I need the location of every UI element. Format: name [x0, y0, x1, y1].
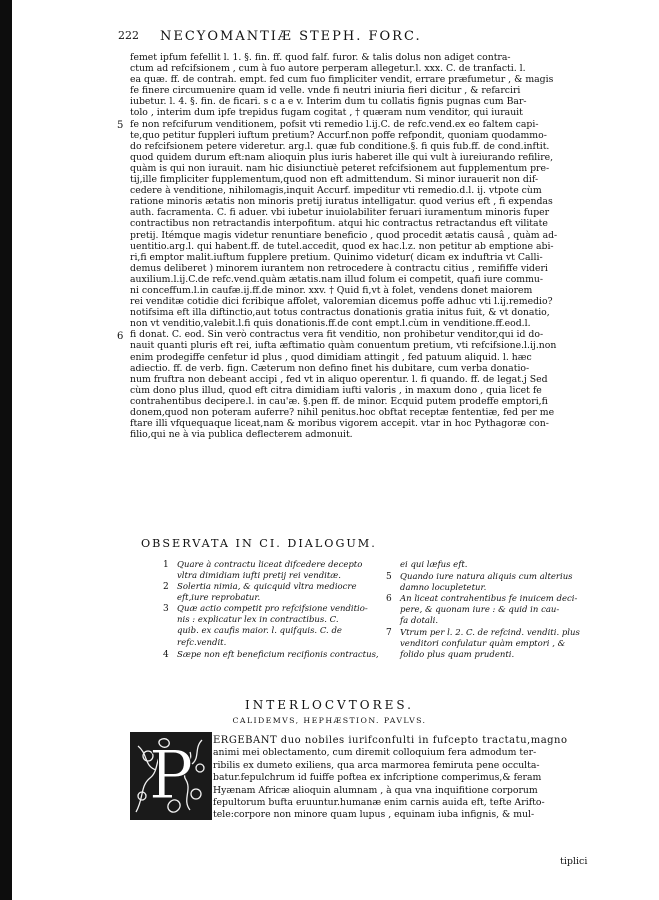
observation-text: vltra dimidiam iufti pretij rei venditæ.	[177, 571, 341, 582]
observation-number: 2	[163, 582, 169, 592]
text-line: num fruftra non debeant accipi , fed vt in aliquo operentur. l. fi quando. ff. de legat.j Sed	[130, 373, 548, 385]
text-line: fi donat. C. eod. Sin verò contractus vera fit venditio, non prohibetur venditor,qui id do-	[130, 329, 544, 341]
text-line: fe non refcifurum venditionem, pofsit vti remedio l.ij.C. de refc.vend.ex eo faltem capi-	[130, 118, 539, 130]
observation-text: folido plus quam prudenti.	[400, 650, 515, 661]
text-line: demus deliberet ) minorem iurantem non retrocedere à contractu citius , remififfe videri	[130, 262, 548, 274]
text-line: ri,fi emptor malit.iuftum fupplere pretium. Quinimo videtur( dicam ex induftria vt Calli-	[130, 251, 543, 263]
text-line: ea quæ. ff. de contrah. empt. fed cum fuo fimpliciter vendit, errare præfumetur , & magis	[130, 74, 554, 86]
observation-text: pere, & quonam iure : & quid in cau-	[400, 605, 560, 616]
text-line: ctum ad refcifsionem , cum à fuo autore perperam allegetur.l. xxx. C. de tranfacti. l.	[130, 63, 526, 75]
observation-item	[163, 650, 392, 661]
text-line: tele:corpore non minore quam lupus , equinam iuba infignis, & mul-	[213, 809, 535, 821]
observation-text: Quare à contractu liceat difcedere decepto	[177, 560, 363, 570]
observation-number: 4	[163, 650, 169, 660]
text-line: te,quo petitur fuppleri iuftum pretium? Accurf.non poffe refpondit, quoniam quodammo-	[130, 129, 547, 141]
observation-text: Quando iure natura aliquis cum alterius	[400, 572, 573, 582]
text-line: cedere à venditione, nihilomagis,inquit Accurf. impeditur vti remedio.d.l. ij. vtpote cùm	[130, 185, 542, 197]
observation-item	[386, 594, 615, 628]
observation-text: refc.vendit.	[177, 637, 227, 648]
observation-text: fa dotali.	[400, 616, 439, 627]
observation-number: 6	[386, 594, 392, 604]
observation-text: quib. ex caufis maior. l. quifquis. C. de	[177, 626, 342, 637]
text-line: enim prodegiffe cenfetur id plus , quod dimidiam attingit , fed patuum aliquid. l. hæc	[130, 351, 532, 363]
text-line: ERGEBANT duo nobiles iurifconfulti in fufcepto tractatu,magno	[213, 735, 568, 746]
page-header	[118, 29, 588, 47]
text-line: donem,quod non poteram auferre? nihil penitus.hoc obftat receptæ fententiæ, fed per me	[130, 407, 555, 418]
margin-number: 6	[117, 331, 124, 342]
text-line: batur.fepulchrum id fuiffe poftea ex infcriptione comperimus,& feram	[213, 772, 542, 784]
observation-number: 1	[163, 560, 169, 570]
observation-number: 5	[386, 572, 392, 582]
body-text	[130, 52, 590, 440]
running-head: NECYOMANTIÆ STEPH. FORC.	[160, 29, 422, 44]
text-line: rei venditæ cotidie dici fcribique affolet, valoremian dicemus poffe adhuc vti l.ij.remedio?	[130, 296, 553, 308]
observation-number: 7	[386, 628, 392, 638]
text-line: fepultorum bufta eruuntur.humanæ enim carnis auida eft, tefte Arifto-	[213, 797, 545, 809]
text-line: quàm is qui non iurauit. nam hic disiunctiuè peteret refcifsionem aut fupplementum pre-	[130, 162, 550, 174]
text-line: tij,ille fimpliciter fupplementum,quod non eft admittendum. Si minor iurauerit non dif-	[130, 174, 539, 186]
observation-text: venditori confulatur quàm emptori , &	[400, 639, 566, 650]
text-line: ni conceffum.l.in caufæ.ij.ff.de minor. xxv. † Quid fi,vt à folet, vendens donet maiorem	[130, 284, 533, 296]
text-line: nauit quanti pluris eft rei, iufta æftimatio quàm conuentum pretium, vti refcifsione.l.ij.non	[130, 340, 557, 352]
observata-title: OBSERVATA IN CI. DIALOGUM.	[141, 537, 377, 550]
text-line: cùm dono plus illud, quod eft citra dimidiam iufti valoris , in maxum dono , quia licet fe	[130, 384, 542, 396]
dropcap-letter: P	[148, 737, 194, 814]
observation-text: Sæpe non eft beneficium recifionis contractus,	[177, 650, 379, 660]
observation-text: eft,iure reprobatur.	[177, 593, 261, 604]
page-number: 222	[118, 29, 139, 42]
observation-text: Solertia nimia, & quicquid vltra mediocre	[177, 582, 357, 592]
observation-item	[163, 582, 392, 604]
text-line: filio,qui ne à via publica deflecterem admonuit.	[130, 429, 353, 441]
observation-text: ei qui læfus eft.	[400, 560, 468, 570]
text-line: non vt venditio,valebit.l.fi quis donationis.ff.de cont empt.l.cùm in venditione.ff.eod.l.	[130, 318, 531, 330]
text-line: contrahentibus decipere.l. in cau'æ. §.pen ff. de minor. Ecquid putem prodeffe emptori,fi	[130, 395, 548, 407]
ornamental-dropcap-icon	[130, 732, 212, 820]
observation-text: damno locupletetur.	[400, 583, 487, 594]
text-line: do refcifsionem petere videretur. arg.l. quæ fub conditione.§. fi quis fub.ff. de cond.inftit.	[130, 140, 550, 152]
observata-list	[0, 560, 659, 690]
text-line: quod quidem durum eft:nam alioquin plus iuris haberet ille qui vult à iureiurando refilire,	[130, 151, 554, 163]
text-line: uentitio.arg.l. qui habent.ff. de tutel.accedit, quod ex hac.l.z. non petitur ab emptione abi-	[130, 240, 554, 252]
text-line: contractibus non retractandis interpofitum. atqui hic contractus retractandus eft vilitate	[130, 218, 548, 230]
observation-number: 3	[163, 604, 169, 614]
observation-item	[163, 560, 392, 582]
text-line: auxilium.l.ij.C.de refc.vend.quàm ætatis.nam illud folum ei competit, quafi iure commu-	[130, 273, 544, 285]
catchword: tiplici	[560, 856, 588, 867]
text-line: fe finere circumuenire quam id velle. vnde fi neutri iniuria fieri dicitur , & refarciri	[130, 85, 521, 97]
text-line: notifsima eft illa diftinctio,aut totus contractus donationis gratia initus fuit, & vt donatio,	[130, 307, 550, 319]
text-line: pretij. Itémque magis videtur renuntiare beneficio , quod procedit ætatis causâ , quàm ad-	[130, 229, 558, 241]
text-line: tolo , interim dum ipfe trepidus fugam cogitat , † quæram num venditor, qui iurauit	[130, 107, 523, 119]
text-line: ftare illi vfquequaque liceat,nam & moribus vigorem accepit. vtar in hoc Pythagoræ con-	[130, 418, 549, 430]
observation-text: An liceat contrahentibus fe inuicem deci-	[400, 594, 578, 604]
text-line: adiectio. ff. de verb. fign. Cæterum non defino finet his dubitare, cum verba donatio-	[130, 362, 530, 374]
observation-text: nis : explicatur lex in contractibus. C.	[177, 615, 339, 626]
text-line: ribilis ex dumeto exiliens, qua arca marmorea femiruta pene occulta-	[213, 759, 540, 771]
observation-item	[386, 572, 615, 594]
text-line: iubetur. l. 4. §. fin. de ficari. s c a e v. Interim dum tu collatis fignis pugnas cum Bar-	[130, 96, 527, 108]
observation-text: Vtrum per l. 2. C. de refcind. venditi. plus	[400, 628, 580, 638]
observation-text: Quæ actio competit pro refcifsione venditio-	[177, 604, 368, 614]
observation-item	[386, 628, 615, 662]
interlocutores-names: CALIDEMVS, HEPHÆSTION. PAVLVS.	[232, 716, 427, 725]
observation-item	[400, 560, 615, 571]
interlocutores-title: INTERLOCVTORES.	[245, 698, 414, 712]
dialogue-opening-text	[213, 735, 593, 822]
text-line: animi mei oblectamento, cum diremit colloquium fera admodum ter-	[213, 747, 537, 759]
text-line: femet ipfum fefellit l. 1. §. fin. ff. quod falf. furor. & talis dolus non adiget contra-	[130, 52, 511, 63]
margin-number: 5	[117, 120, 124, 131]
page-edge-shadow	[0, 0, 12, 900]
observation-item	[163, 604, 392, 649]
text-line: ratione minoris ætatis non minoris pretij iuratus intelligatur. quod verius eft , fi expendas	[130, 196, 553, 208]
text-line: Hyænam Africæ alioquin alumnam , à qua vna inquifitione corporum	[213, 784, 538, 796]
text-line: auth. facramenta. C. fi aduer. vbi iubetur inuiolabiliter feruari iuramentum minoris fuper	[130, 207, 550, 219]
